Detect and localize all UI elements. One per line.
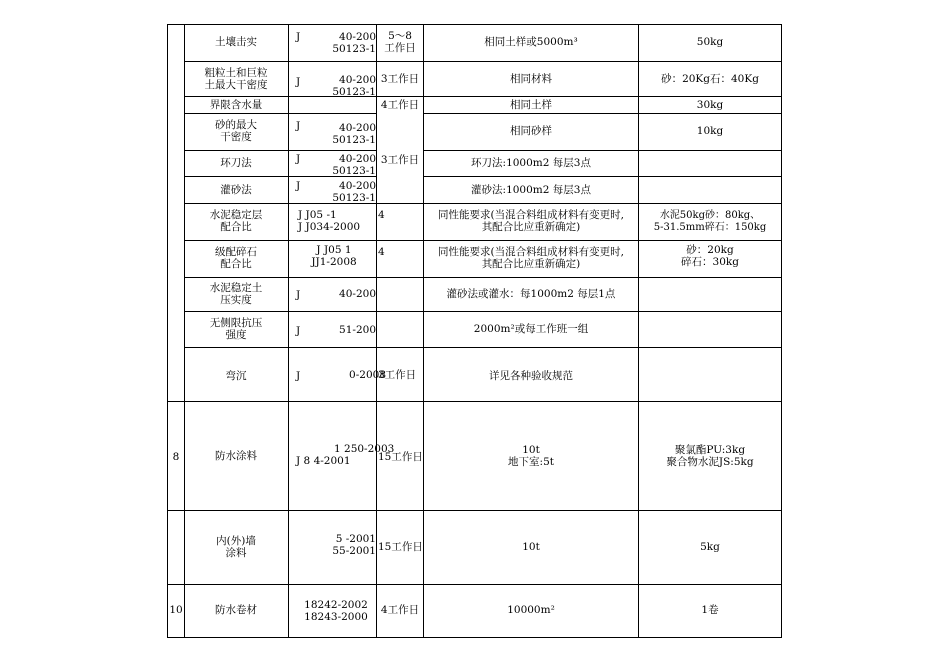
cell-standard: 18242-2002 18243-2000: [304, 599, 368, 623]
cell-standard-prefix: J: [296, 180, 301, 192]
cell-item: 无侧限抗压 强度: [209, 317, 263, 341]
row-line: [423, 113, 782, 114]
cell-number: 10: [169, 604, 183, 616]
row-line: [184, 61, 782, 62]
cell-batch: 同性能要求(当混合料组成材料有变更时, 其配合比应重新确定): [438, 246, 624, 270]
cell-standard-prefix: J: [296, 153, 301, 165]
cell-sample: 30kg: [696, 99, 724, 111]
row-line: [423, 150, 782, 151]
cell-standard-prefix: J: [296, 76, 301, 88]
cell-sample: 10kg: [696, 125, 724, 137]
cell-batch: 灌砂法或灌水：每1000m2 每层1点: [446, 288, 616, 300]
row-line: [184, 277, 782, 278]
cell-period: 4工作日: [380, 99, 420, 111]
cell-sample: 砂：20kg 碎石：30kg: [681, 244, 739, 268]
cell-period: 4工作日: [380, 604, 420, 616]
cell-period: 3工作日: [378, 369, 417, 381]
cell-standard-prefix: J: [296, 370, 301, 382]
cell-sample: 5kg: [700, 541, 720, 553]
cell-item: 灌砂法: [220, 184, 252, 196]
cell-batch: 10t: [522, 541, 540, 553]
row-line: [184, 240, 782, 241]
cell-standard: J J05 1 JJ1-2008: [311, 244, 357, 268]
row-line: [184, 203, 782, 204]
grid-line-top: [167, 24, 782, 25]
grid-line-no-col: [184, 24, 185, 638]
cell-item: 级配碎石 配合比: [215, 246, 257, 270]
cell-item: 砂的最大 干密度: [215, 119, 257, 143]
cell-standard: 40-200 50123-1: [332, 153, 376, 177]
cell-batch: 相同土样或5000m³: [484, 36, 578, 48]
cell-batch: 10000m²: [507, 604, 555, 616]
cell-standard-prefix: J: [296, 325, 301, 337]
cell-standard: 5 -2001 55-2001: [332, 533, 376, 557]
cell-period: 15工作日: [378, 541, 423, 553]
cell-sample: 聚氯酯PU:3kg 聚合物水泥JS:5kg: [666, 444, 754, 468]
cell-standard: 40-200 50123-1: [332, 180, 376, 204]
row-line: [184, 113, 376, 114]
cell-standard: 40-200: [339, 288, 376, 300]
cell-sample: 砂：20Kg石：40Kg: [661, 73, 759, 85]
cell-item: 土壤击实: [215, 36, 257, 48]
row-line: [184, 347, 782, 348]
cell-standard: 40-200 50123-1: [332, 74, 376, 98]
cell-period: 4: [378, 209, 385, 221]
cell-standard: 40-200 50123-1: [332, 31, 376, 55]
row-line: [184, 96, 782, 97]
grid-line-batch-col: [638, 24, 639, 638]
cell-sample: 50kg: [696, 36, 724, 48]
cell-batch: 灌砂法:1000m2 每层3点: [471, 184, 591, 196]
cell-number: 8: [172, 451, 180, 463]
row-line: [167, 401, 782, 402]
row-line: [167, 584, 782, 585]
row-line: [167, 510, 782, 511]
row-line: [184, 150, 376, 151]
cell-item: 水泥稳定土 压实度: [209, 282, 263, 306]
cell-item: 防水卷材: [215, 604, 257, 616]
cell-sample: 水泥50kg砂：80kg、 5-31.5mm碎石：150kg: [653, 210, 767, 233]
cell-item: 粗粒土和巨粒 土最大干密度: [204, 67, 268, 91]
cell-period: 3工作日: [380, 154, 420, 166]
cell-standard: 0-2008: [349, 369, 386, 381]
cell-standard: 40-200 50123-1: [332, 122, 376, 146]
cell-item: 内(外)墙 涂料: [216, 535, 256, 559]
cell-period: 3工作日: [380, 73, 420, 85]
cell-batch: 详见各种验收规范: [489, 370, 573, 382]
cell-item: 界限含水量: [209, 99, 263, 111]
cell-standard: 51-200: [339, 324, 376, 336]
cell-period: 15工作日: [378, 451, 423, 463]
cell-item: 弯沉: [225, 370, 247, 382]
cell-standard: J J05 -1 J J034-2000: [298, 209, 361, 233]
grid-line-std-col: [376, 24, 377, 638]
grid-line-left: [167, 24, 168, 638]
cell-standard-prefix: J: [296, 120, 301, 132]
cell-batch: 相同土样: [510, 99, 552, 111]
cell-batch: 同性能要求(当混合料组成材料有变更时, 其配合比应重新确定): [438, 209, 624, 233]
cell-standard-prefix: J: [296, 289, 301, 301]
cell-standard: 1 250-2003 J 8 4-2001: [296, 443, 395, 467]
cell-item: 防水涂料: [215, 450, 257, 462]
grid-line-item-col: [288, 24, 289, 638]
grid-line-period-col: [423, 24, 424, 638]
cell-standard-prefix: J: [296, 31, 301, 43]
cell-batch: 2000m²或每工作班一组: [473, 323, 589, 335]
cell-sample: 1卷: [701, 604, 719, 616]
row-line: [423, 176, 782, 177]
cell-batch: 相同材料: [510, 73, 552, 85]
cell-period: 5～8 工作日: [384, 30, 416, 54]
cell-batch: 10t 地下室:5t: [508, 444, 554, 468]
grid-line-bottom: [167, 637, 782, 638]
cell-item: 环刀法: [220, 157, 252, 169]
grid-line-right: [781, 24, 782, 638]
cell-period: 4: [378, 246, 385, 258]
cell-batch: 环刀法:1000m2 每层3点: [471, 157, 591, 169]
cell-item: 水泥稳定层 配合比: [209, 209, 263, 233]
row-line: [184, 311, 782, 312]
cell-batch: 相同砂样: [510, 125, 552, 137]
